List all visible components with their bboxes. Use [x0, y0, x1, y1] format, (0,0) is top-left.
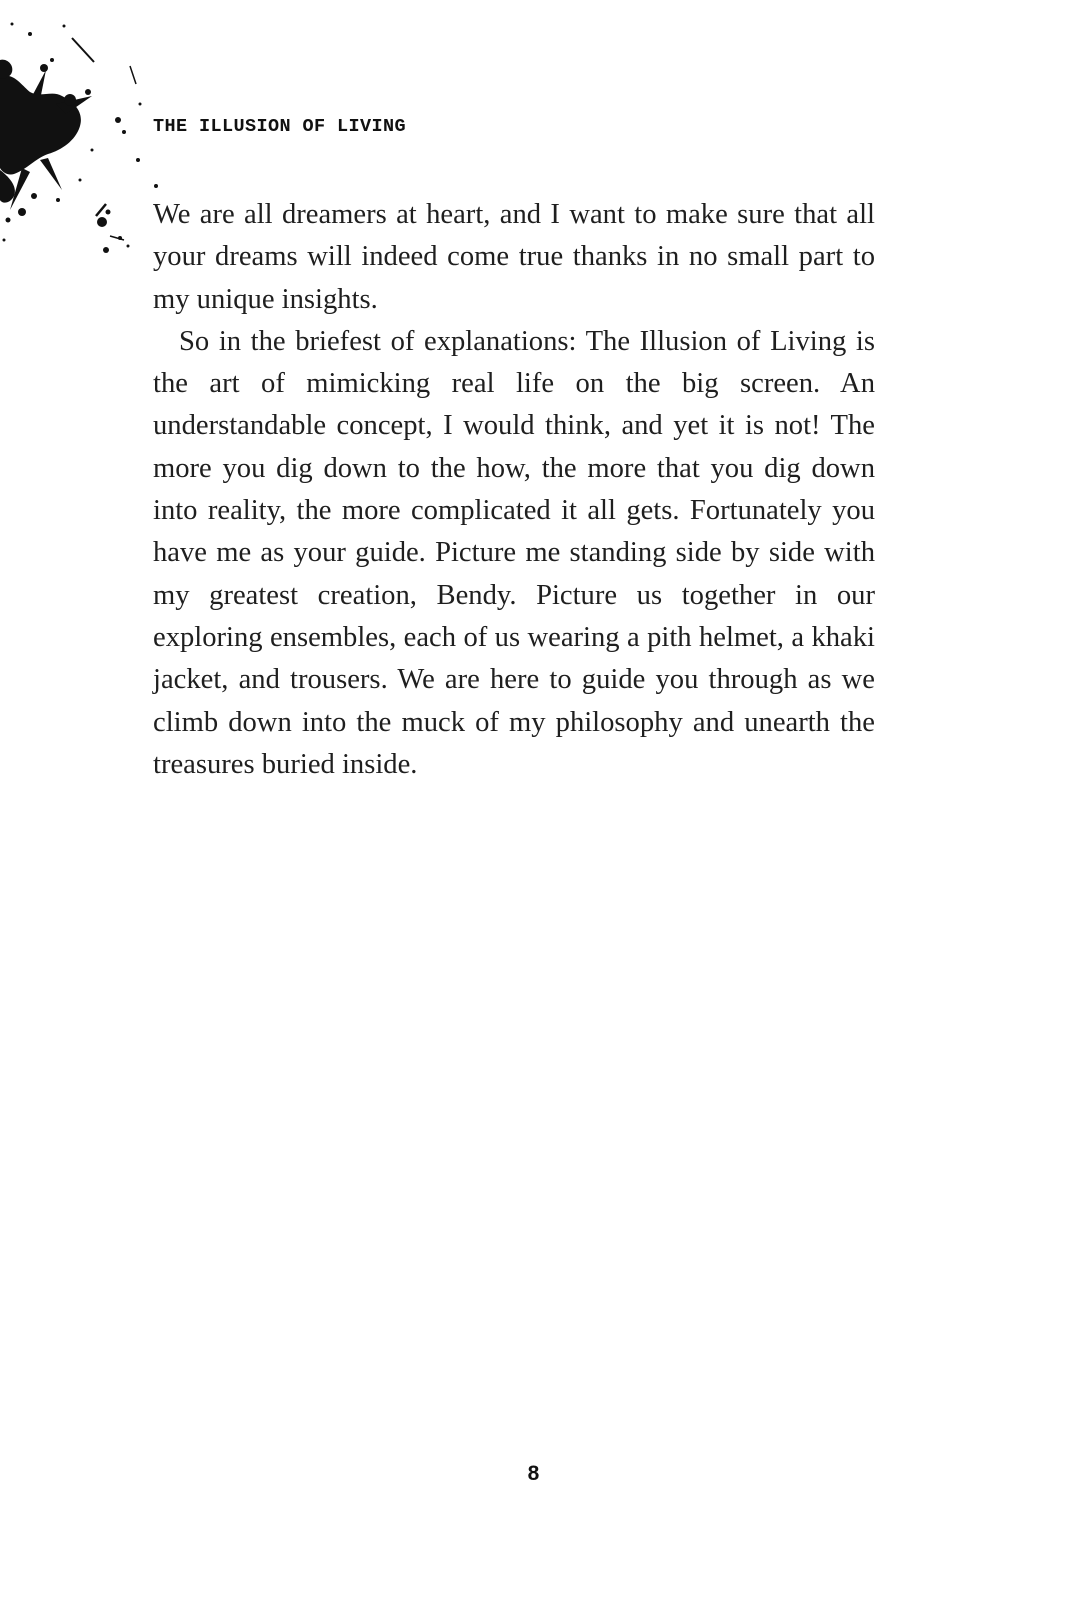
paragraph: We are all dreamers at heart, and I want to make sure that all your dreams will indeed come true thanks in no small part to my unique insights.: [153, 199, 875, 315]
running-head: THE ILLUSION OF LIVING: [153, 116, 407, 137]
page-number: 8: [527, 1462, 540, 1485]
paragraph: So in the briefest of explanations: The Illusion of Living is the art of mimicking real life on the big screen. An understandable concept, I would think, and yet it is not! The more you dig down to the how, the more that you dig down into reality, the more complicated it all gets. Fortunately you have me as your guide. Picture me standing side by side with my greatest creation, Bendy. Picture us together in our exploring ensembles, each of us wearing a pith helmet, a khaki jacket, and trousers. We are here to guide you through as we climb down into the muck of my philosophy and unearth the treasures buried inside.: [153, 325, 875, 780]
body-text: [153, 194, 875, 786]
ink-splatter-icon: [0, 0, 170, 280]
